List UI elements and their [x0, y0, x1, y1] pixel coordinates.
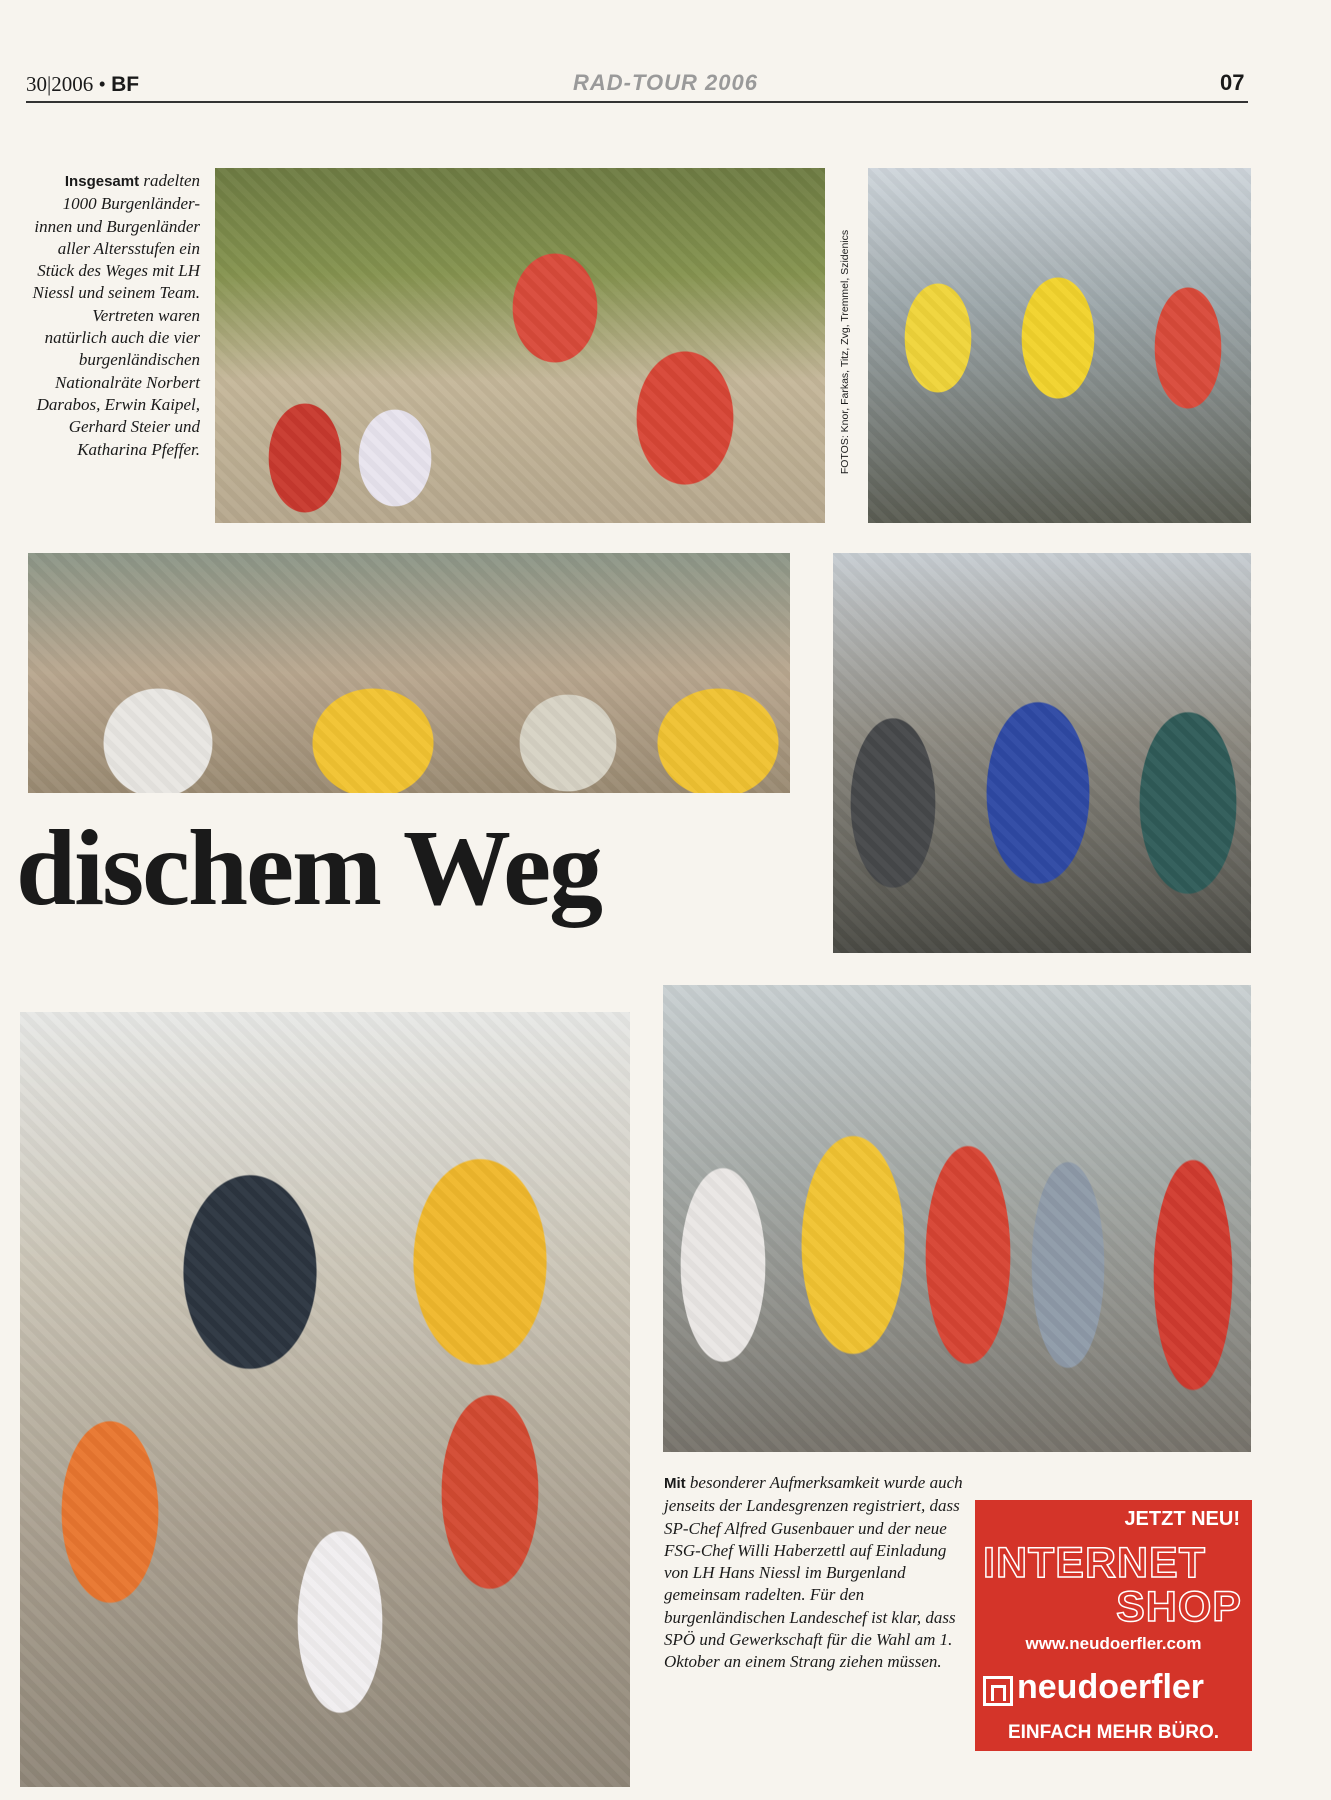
photo-cyclists-three-men: [868, 168, 1251, 523]
caption-lead: Mit: [664, 1475, 686, 1492]
photo-credit: FOTOS: Knor, Farkas, Titz, Zvg, Tremmel, Szidenics: [839, 229, 851, 475]
photo-group-women-and-cyclists: [663, 985, 1251, 1452]
ad-headline: JETZT NEU!: [1124, 1508, 1240, 1530]
photo-cyclist-blue-jersey: [833, 553, 1251, 953]
publication-name: BF: [111, 73, 140, 96]
ad-brand: neudoerfler: [1017, 1668, 1205, 1706]
neudoerfler-logo-icon: [983, 1676, 1013, 1706]
headline: dischem Weg: [16, 809, 602, 928]
photo-children-with-autograph-cards: [20, 1012, 630, 1787]
section-title: RAD-TOUR 2006: [573, 70, 758, 95]
caption-text: radelten 1000 Burgenländer-innen und Burgenländer aller Altersstufen ein Stück des Weges mit LH Niessl und seinem Team. Vertreten waren natürlich auch die vier burgenländischen Nationalräte Norbert Darabos, Erwin Kaipel, Gerhard Steier und Katharina Pfeffer.: [32, 171, 200, 459]
issue-number: 30|2006: [26, 72, 94, 96]
header-bullet: •: [98, 72, 106, 96]
advertisement-neudoerfler: [975, 1500, 1252, 1751]
caption-lead: Insgesamt: [64, 173, 140, 190]
caption-children-photo: [30, 170, 200, 461]
photo-children-group: [215, 168, 825, 523]
photo-crowd-with-babies: [28, 553, 790, 793]
ad-shop-text: SHOP: [1116, 1583, 1242, 1631]
ad-internet-text: INTERNET: [983, 1539, 1206, 1587]
caption-text: besonderer Aufmerksamkeit wurde auch jenseits der Landesgrenzen registriert, dass SP-Chef Alfred Gusenbauer und der neue FSG-Chef Willi Haberzettl auf Einladung von LH Hans Niessl im Burgenland gemeinsam radelten. Für den burgenländischen Landeschef ist klar, dass SPÖ und Gewerkschaft für die Wahl am 1. Oktober an einem Strang ziehen müssen.: [664, 1473, 963, 1672]
ad-slogan: EINFACH MEHR BÜRO.: [1007, 1722, 1220, 1743]
header-rule: [26, 101, 1248, 103]
caption-gusenbauer: [664, 1472, 966, 1674]
page-number: 07: [1220, 70, 1245, 95]
ad-url: www.neudoerfler.com: [1025, 1634, 1202, 1653]
